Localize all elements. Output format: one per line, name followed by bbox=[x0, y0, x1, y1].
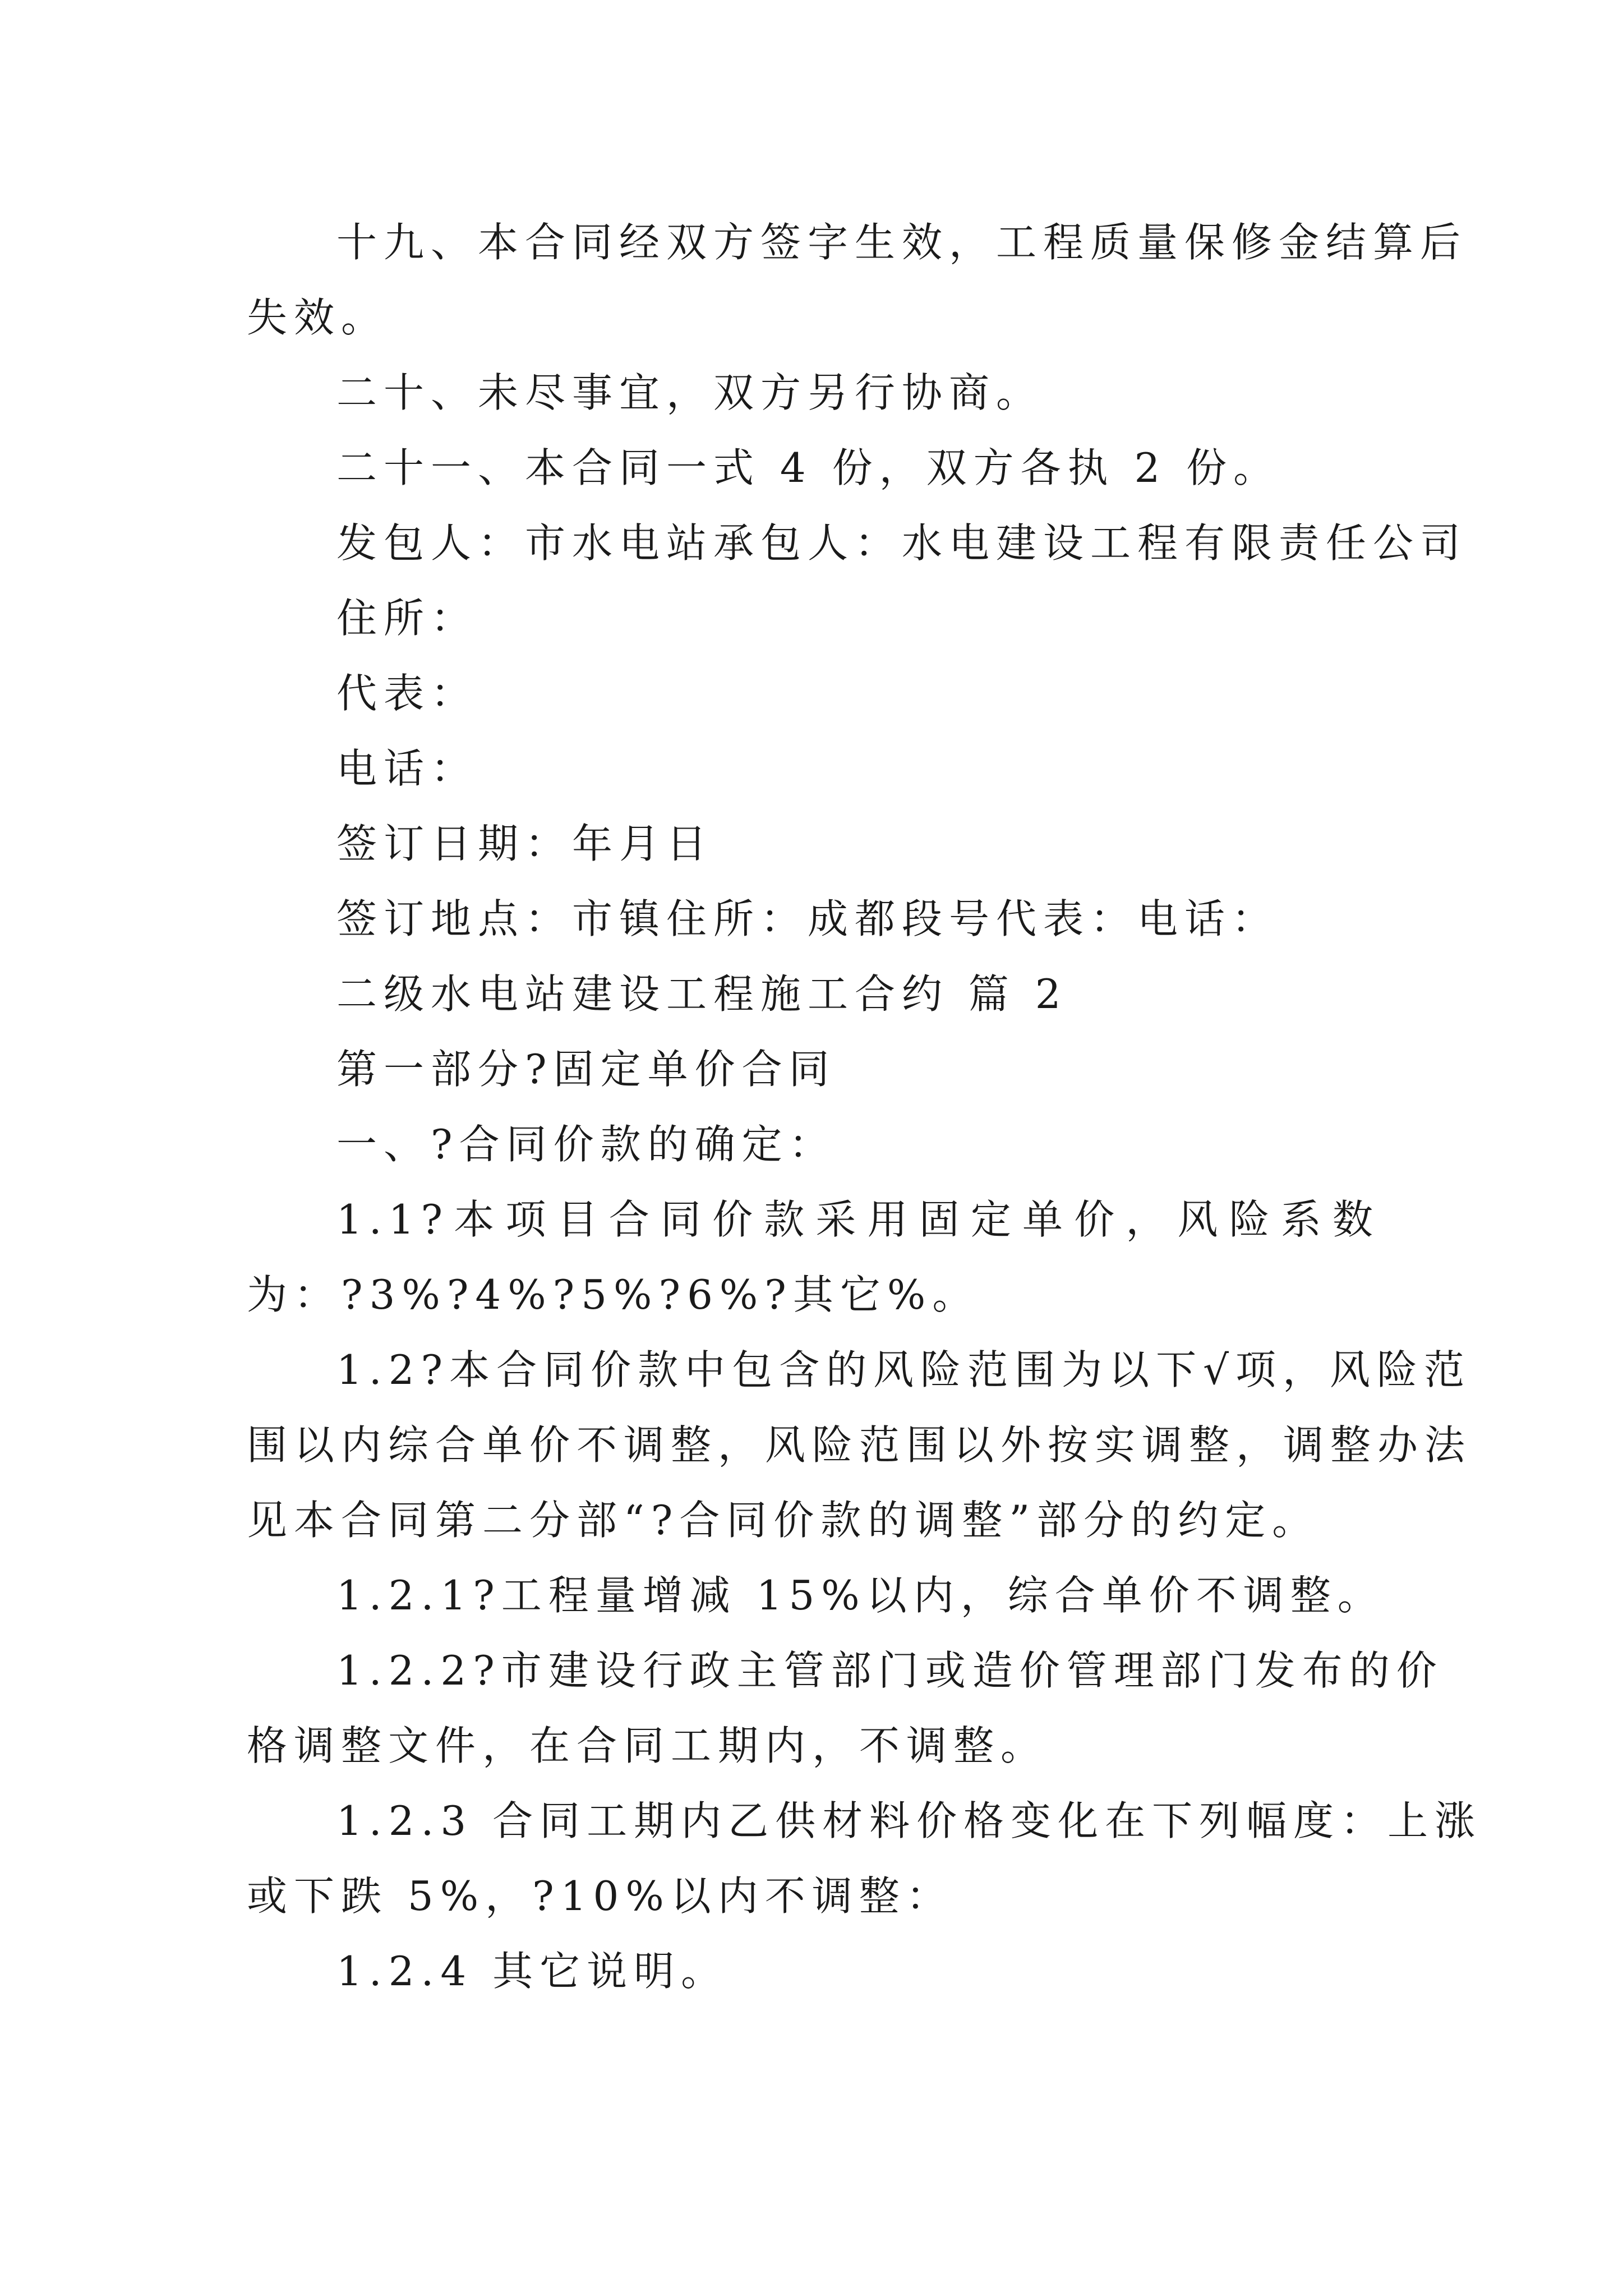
section-heading-part-2 bbox=[247, 956, 1380, 1032]
paragraph-19-effect bbox=[247, 205, 1468, 355]
phone-label bbox=[247, 731, 1380, 806]
paragraph-line: 二十一、本合同一式 4 份，双方各执 2 份。 bbox=[336, 444, 1281, 491]
paragraph-line: 签订日期：年月日 bbox=[336, 820, 714, 867]
paragraph-line: 签订地点：市镇住所：成都段号代表：电话： bbox=[336, 895, 1279, 942]
paragraph-line: 代表： bbox=[336, 670, 478, 717]
paragraph-line: 或下跌 5%，?10%以内不调整： bbox=[247, 1872, 953, 1920]
paragraph-line: 1.2.3 合同工期内乙供材料价格变化在下列幅度：上涨 bbox=[336, 1797, 1482, 1844]
paragraph-line: 电话： bbox=[336, 745, 478, 792]
paragraph-line: 第一部分?固定单价合同 bbox=[336, 1046, 836, 1093]
address-label bbox=[247, 581, 1380, 656]
representative-label bbox=[247, 656, 1380, 731]
paragraph-line: 二级水电站建设工程施工合约 篇 2 bbox=[336, 970, 1068, 1018]
signing-place-line bbox=[247, 881, 1380, 956]
paragraph-line: 为：?3%?4%?5%?6%?其它%。 bbox=[247, 1271, 980, 1318]
paragraph-line: 1.2?本合同价款中包含的风险范围为以下√项，风险范 bbox=[336, 1346, 1471, 1393]
paragraph-line: 见本合同第二分部“?合同价款的调整”部分的约定。 bbox=[247, 1497, 1320, 1544]
paragraph-21-copies bbox=[247, 430, 1380, 505]
signing-date-label bbox=[247, 806, 1380, 881]
price-determination-heading bbox=[247, 1107, 1380, 1182]
paragraph-line: 1.2.1?工程量增减 15%以内，综合单价不调整。 bbox=[336, 1572, 1385, 1619]
paragraph-line: 二十、未尽事宜，双方另行协商。 bbox=[336, 369, 1044, 416]
paragraph-20-matters bbox=[247, 355, 1380, 430]
paragraph-line: 十九、本合同经双方签字生效，工程质量保修金结算后 bbox=[336, 219, 1468, 266]
paragraph-line: 失效。 bbox=[247, 294, 389, 341]
paragraph-line: 1.1?本项目合同价款采用固定单价，风险系数 bbox=[336, 1196, 1380, 1243]
parties-line bbox=[247, 505, 1468, 581]
paragraph-line: 住所： bbox=[336, 595, 478, 642]
paragraph-line: 发包人：市水电站承包人：水电建设工程有限责任公司 bbox=[336, 519, 1468, 567]
clause-1-1 bbox=[247, 1182, 1380, 1332]
paragraph-line: 1.2.2?市建设行政主管部门或造价管理部门发布的价 bbox=[336, 1647, 1444, 1694]
part-one-heading bbox=[247, 1032, 1380, 1107]
clause-1-2-2 bbox=[247, 1633, 1444, 1783]
document-body bbox=[247, 205, 1482, 2009]
paragraph-line: 格调整文件，在合同工期内，不调整。 bbox=[247, 1722, 1048, 1769]
clause-1-2-4 bbox=[247, 1934, 1380, 2009]
paragraph-line: 1.2.4 其它说明。 bbox=[336, 1948, 728, 1995]
clause-1-2 bbox=[247, 1332, 1472, 1558]
clause-1-2-3 bbox=[247, 1783, 1482, 1934]
paragraph-line: 围以内综合单价不调整，风险范围以外按实调整，调整办法 bbox=[247, 1421, 1472, 1469]
paragraph-line: 一、?合同价款的确定： bbox=[336, 1121, 836, 1168]
clause-1-2-1 bbox=[247, 1558, 1385, 1633]
